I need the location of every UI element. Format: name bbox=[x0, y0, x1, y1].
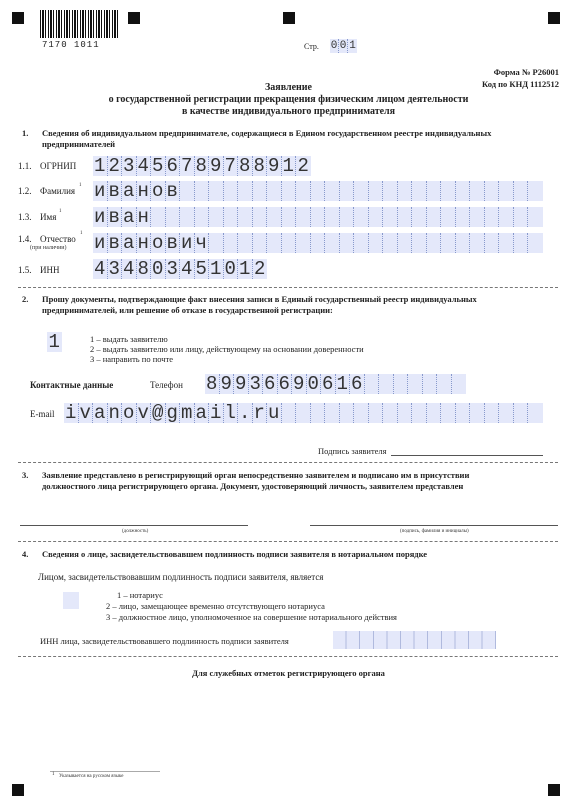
char-cell: и bbox=[93, 181, 108, 201]
char-cell bbox=[514, 403, 529, 423]
char-cell: 3 bbox=[166, 259, 181, 279]
char-cell: 8 bbox=[205, 374, 220, 394]
char-cell bbox=[383, 233, 398, 253]
char-cell bbox=[180, 207, 195, 227]
char-cell bbox=[325, 233, 340, 253]
char-cell bbox=[456, 403, 471, 423]
notary-choice-field[interactable] bbox=[63, 592, 79, 609]
char-cell bbox=[437, 374, 452, 394]
char-cell bbox=[528, 181, 543, 201]
delivery-choice-field[interactable] bbox=[47, 332, 62, 352]
char-cell bbox=[383, 207, 398, 227]
corner-marker-bottom-right bbox=[548, 784, 560, 796]
char-cell bbox=[528, 233, 543, 253]
char-cell: u bbox=[267, 403, 282, 423]
patronymic-num: 1.4. bbox=[18, 234, 32, 244]
char-cell bbox=[253, 207, 268, 227]
char-cell bbox=[340, 403, 355, 423]
char-cell bbox=[412, 233, 427, 253]
section1-num: 1. bbox=[22, 128, 29, 138]
char-cell bbox=[528, 403, 543, 423]
char-cell: 3 bbox=[122, 156, 137, 176]
divider bbox=[18, 287, 558, 288]
phone-field[interactable] bbox=[205, 374, 466, 394]
char-cell: 4 bbox=[180, 259, 195, 279]
char-cell: 4 bbox=[122, 259, 137, 279]
char-cell bbox=[514, 207, 529, 227]
officer-signature-caption: (подпись, фамилия и инициалы) bbox=[400, 529, 469, 534]
char-cell bbox=[369, 233, 384, 253]
char-cell bbox=[354, 181, 369, 201]
char-cell bbox=[253, 181, 268, 201]
char-cell bbox=[238, 207, 253, 227]
char-cell bbox=[195, 207, 210, 227]
char-cell: 0 bbox=[151, 259, 166, 279]
surname-field[interactable] bbox=[93, 181, 543, 201]
notary-option: 1 – нотариус bbox=[117, 590, 163, 600]
char-cell: 1 bbox=[282, 156, 297, 176]
barcode bbox=[40, 10, 118, 38]
char-cell bbox=[253, 233, 268, 253]
char-cell bbox=[485, 403, 500, 423]
char-cell bbox=[311, 233, 326, 253]
char-cell: . bbox=[238, 403, 253, 423]
char-cell bbox=[296, 403, 311, 423]
char-cell bbox=[441, 181, 456, 201]
char-cell bbox=[340, 181, 355, 201]
char-cell: i bbox=[209, 403, 224, 423]
char-cell bbox=[224, 181, 239, 201]
char-cell: 2 bbox=[108, 156, 123, 176]
section2-title-line2: предпринимателей, или решение об отказе в государственной регистрации: bbox=[42, 305, 333, 315]
char-cell bbox=[485, 207, 500, 227]
char-cell bbox=[499, 233, 514, 253]
char-cell bbox=[311, 403, 326, 423]
char-cell bbox=[470, 403, 485, 423]
name-field[interactable] bbox=[93, 207, 543, 227]
char-cell bbox=[296, 207, 311, 227]
char-cell bbox=[427, 233, 442, 253]
char-cell: а bbox=[122, 207, 137, 227]
char-cell: 0 bbox=[224, 259, 239, 279]
section2-title-line1: Прошу документы, подтверждающие факт внесения записи в Единый государственный реестр индивидуальных bbox=[42, 294, 477, 304]
char-cell bbox=[452, 374, 467, 394]
section4-title: Сведения о лице, засвидетельствовавшем подлинность подписи заявителя в нотариальном порядке bbox=[42, 549, 428, 559]
char-cell bbox=[282, 207, 297, 227]
inn-num: 1.5. bbox=[18, 265, 32, 275]
header-line2: о государственной регистрации прекращения физическим лицом деятельности bbox=[108, 94, 469, 105]
char-cell bbox=[209, 181, 224, 201]
char-cell: 2 bbox=[254, 259, 266, 279]
name-label: Имя bbox=[40, 212, 57, 222]
char-cell: в bbox=[108, 207, 123, 227]
char-cell bbox=[267, 207, 282, 227]
char-cell bbox=[354, 403, 369, 423]
notary-inn-field[interactable] bbox=[333, 631, 496, 649]
char-cell bbox=[499, 181, 514, 201]
char-cell: 1 bbox=[209, 259, 224, 279]
inn-field[interactable] bbox=[93, 259, 267, 279]
char-cell: 9 bbox=[292, 374, 307, 394]
char-cell bbox=[365, 374, 380, 394]
section1-title-line2: предпринимателей bbox=[42, 139, 116, 149]
corner-marker-top-right bbox=[548, 12, 560, 24]
corner-marker-bottom-left bbox=[12, 784, 24, 796]
footnote-sup: 1 bbox=[52, 772, 55, 777]
char-cell bbox=[238, 181, 253, 201]
char-cell bbox=[224, 207, 239, 227]
char-cell bbox=[394, 374, 409, 394]
char-cell bbox=[470, 207, 485, 227]
char-cell: 8 bbox=[195, 156, 210, 176]
page-digit: 0 bbox=[330, 40, 338, 52]
char-cell bbox=[412, 403, 427, 423]
char-cell bbox=[383, 181, 398, 201]
char-cell: g bbox=[166, 403, 181, 423]
notary-option: 3 – должностное лицо, уполномоченное на совершение нотариального действия bbox=[106, 612, 397, 622]
char-cell: o bbox=[122, 403, 137, 423]
char-cell bbox=[456, 233, 471, 253]
email-field[interactable] bbox=[64, 403, 543, 423]
char-cell: о bbox=[151, 233, 166, 253]
char-cell bbox=[325, 207, 340, 227]
corner-marker-top-left bbox=[12, 12, 24, 24]
notary-inn-label: ИНН лица, засвидетельствовавшего подлинность подписи заявителя bbox=[40, 636, 289, 646]
phone-label: Телефон bbox=[150, 380, 183, 390]
section3-title-line2: должностного лица регистрирующего органа. Документ, удостоверяющий личность, заявителем представлен bbox=[42, 481, 464, 491]
char-cell bbox=[311, 181, 326, 201]
service-title: Для служебных отметок регистрирующего органа bbox=[192, 668, 385, 678]
char-cell bbox=[485, 233, 500, 253]
char-cell: о bbox=[151, 181, 166, 201]
char-cell bbox=[267, 233, 282, 253]
char-cell bbox=[282, 403, 297, 423]
header-line3: в качестве индивидуального предпринимателя bbox=[181, 106, 396, 117]
char-cell bbox=[398, 181, 413, 201]
char-cell: 6 bbox=[350, 374, 365, 394]
char-cell: 7 bbox=[224, 156, 239, 176]
char-cell bbox=[514, 233, 529, 253]
surname-num: 1.2. bbox=[18, 186, 32, 196]
char-cell bbox=[427, 403, 442, 423]
char-cell bbox=[408, 374, 423, 394]
position-caption: (должность) bbox=[122, 529, 149, 534]
char-cell bbox=[369, 207, 384, 227]
char-cell bbox=[311, 207, 326, 227]
char-cell: в bbox=[166, 233, 181, 253]
page-number bbox=[330, 39, 357, 53]
char-cell: v bbox=[137, 403, 152, 423]
char-cell: a bbox=[93, 403, 108, 423]
char-cell: n bbox=[108, 403, 123, 423]
char-cell: 9 bbox=[220, 374, 235, 394]
char-cell: и bbox=[93, 207, 108, 227]
char-cell bbox=[398, 233, 413, 253]
char-cell: 9 bbox=[209, 156, 224, 176]
char-cell: 1 bbox=[238, 259, 253, 279]
char-cell: l bbox=[224, 403, 239, 423]
section3-num: 3. bbox=[22, 470, 29, 480]
signature-line[interactable] bbox=[391, 455, 543, 456]
char-cell: 8 bbox=[253, 156, 268, 176]
char-cell bbox=[528, 207, 543, 227]
ogrnip-field[interactable] bbox=[93, 156, 311, 176]
char-cell bbox=[427, 181, 442, 201]
form-code: Форма № Р26001 bbox=[493, 67, 559, 77]
officer-signature-line[interactable] bbox=[310, 525, 558, 526]
delivery-option: 2 – выдать заявителю или лицу, действующему на основании доверенности bbox=[90, 344, 364, 354]
char-cell: 5 bbox=[195, 259, 210, 279]
char-cell bbox=[282, 233, 297, 253]
char-cell bbox=[470, 233, 485, 253]
char-cell: 8 bbox=[238, 156, 253, 176]
char-cell bbox=[499, 207, 514, 227]
page-label: Стр. bbox=[304, 42, 319, 51]
char-cell bbox=[441, 233, 456, 253]
char-cell: 5 bbox=[151, 156, 166, 176]
char-cell: н bbox=[137, 207, 152, 227]
char-cell: н bbox=[137, 233, 152, 253]
char-cell bbox=[151, 207, 166, 227]
patronymic-field[interactable] bbox=[93, 233, 543, 253]
char-cell: 0 bbox=[307, 374, 322, 394]
char-cell bbox=[195, 181, 210, 201]
form-knd: Код по КНД 1112512 bbox=[481, 79, 559, 89]
char-cell: 9 bbox=[234, 374, 249, 394]
char-cell bbox=[412, 207, 427, 227]
char-cell: 1 bbox=[93, 156, 108, 176]
char-cell: и bbox=[93, 233, 108, 253]
surname-sup: 1 bbox=[79, 183, 82, 188]
char-cell: и bbox=[180, 233, 195, 253]
char-cell bbox=[340, 207, 355, 227]
char-cell bbox=[340, 233, 355, 253]
char-cell: 7 bbox=[180, 156, 195, 176]
char-cell: 6 bbox=[166, 156, 181, 176]
char-cell bbox=[238, 233, 253, 253]
footnote-separator bbox=[50, 771, 160, 772]
position-line[interactable] bbox=[20, 525, 248, 526]
contacts-label: Контактные данные bbox=[30, 380, 114, 390]
ogrnip-num: 1.1. bbox=[18, 161, 32, 171]
char-cell bbox=[282, 181, 297, 201]
patronymic-note: (при наличии) bbox=[30, 245, 67, 251]
divider bbox=[18, 656, 558, 657]
char-cell bbox=[379, 374, 394, 394]
divider bbox=[18, 462, 558, 463]
ogrnip-label: ОГРНИП bbox=[40, 161, 77, 171]
surname-label: Фамилия bbox=[40, 186, 76, 196]
header-line1: Заявление bbox=[265, 82, 312, 93]
char-cell bbox=[369, 181, 384, 201]
email-label: E-mail bbox=[30, 409, 55, 419]
char-cell: v bbox=[79, 403, 94, 423]
char-cell bbox=[209, 233, 224, 253]
footnote-text: Указывается на русском языке bbox=[59, 774, 124, 779]
char-cell: 2 bbox=[297, 156, 309, 176]
char-cell: 4 bbox=[137, 156, 152, 176]
char-cell bbox=[456, 207, 471, 227]
char-cell: @ bbox=[151, 403, 166, 423]
char-cell: ч bbox=[195, 233, 210, 253]
char-cell bbox=[325, 403, 340, 423]
corner-marker-top-left-2 bbox=[128, 12, 140, 24]
patronymic-sup: 1 bbox=[80, 231, 83, 236]
char-cell bbox=[427, 207, 442, 227]
char-cell bbox=[485, 181, 500, 201]
char-cell bbox=[470, 181, 485, 201]
char-cell: в bbox=[108, 181, 123, 201]
divider bbox=[18, 541, 558, 542]
char-cell bbox=[296, 233, 311, 253]
char-cell bbox=[499, 403, 514, 423]
char-cell: m bbox=[180, 403, 195, 423]
char-cell: 6 bbox=[321, 374, 336, 394]
char-cell: н bbox=[137, 181, 152, 201]
inn-label: ИНН bbox=[40, 265, 60, 275]
patronymic-label: Отчество bbox=[40, 234, 76, 244]
section3-title-line1: Заявление представлено в регистрирующий орган непосредственно заявителем и подписано им в присутствии bbox=[42, 470, 470, 480]
section2-num: 2. bbox=[22, 294, 29, 304]
char-cell bbox=[267, 181, 282, 201]
char-cell bbox=[354, 233, 369, 253]
char-cell: а bbox=[122, 233, 137, 253]
char-cell bbox=[180, 181, 195, 201]
barcode-number: 7170 1011 bbox=[42, 40, 100, 50]
page-digit: 0 bbox=[339, 40, 347, 52]
delivery-option: 1 – выдать заявителю bbox=[90, 334, 168, 344]
section1-title-line1: Сведения об индивидуальном предпринимателе, содержащиеся в Едином государственном реестре индивидуальных bbox=[42, 128, 492, 138]
delivery-choice-value: 1 bbox=[48, 332, 60, 352]
section4-num: 4. bbox=[22, 549, 29, 559]
char-cell bbox=[325, 181, 340, 201]
char-cell: 4 bbox=[93, 259, 108, 279]
char-cell bbox=[456, 181, 471, 201]
section4-subtitle: Лицом, засвидетельствовавшим подлинность подписи заявителя, является bbox=[38, 572, 324, 582]
delivery-option: 3 – направить по почте bbox=[90, 354, 174, 364]
char-cell: 3 bbox=[108, 259, 123, 279]
char-cell: i bbox=[64, 403, 79, 423]
char-cell bbox=[514, 181, 529, 201]
char-cell bbox=[383, 403, 398, 423]
char-cell bbox=[441, 403, 456, 423]
char-cell bbox=[441, 207, 456, 227]
signature-label: Подпись заявителя bbox=[318, 446, 387, 456]
char-cell: 6 bbox=[278, 374, 293, 394]
char-cell bbox=[423, 374, 438, 394]
char-cell bbox=[224, 233, 239, 253]
char-cell bbox=[412, 181, 427, 201]
char-cell bbox=[354, 207, 369, 227]
char-cell bbox=[398, 403, 413, 423]
notary-option: 2 – лицо, замещающее временно отсутствующего нотариуса bbox=[106, 601, 325, 611]
char-cell bbox=[209, 207, 224, 227]
char-cell: a bbox=[195, 403, 210, 423]
char-cell: в bbox=[108, 233, 123, 253]
char-cell: r bbox=[253, 403, 268, 423]
name-sup: 1 bbox=[59, 209, 62, 214]
char-cell: а bbox=[122, 181, 137, 201]
char-cell bbox=[296, 181, 311, 201]
char-cell bbox=[398, 207, 413, 227]
corner-marker-top-center bbox=[283, 12, 295, 24]
char-cell: 3 bbox=[249, 374, 264, 394]
name-num: 1.3. bbox=[18, 212, 32, 222]
char-cell: 1 bbox=[336, 374, 351, 394]
char-cell: 9 bbox=[267, 156, 282, 176]
char-cell: в bbox=[166, 181, 181, 201]
page-digit: 1 bbox=[349, 40, 356, 52]
char-cell bbox=[166, 207, 181, 227]
char-cell bbox=[369, 403, 384, 423]
char-cell: 6 bbox=[263, 374, 278, 394]
char-cell: 8 bbox=[137, 259, 152, 279]
